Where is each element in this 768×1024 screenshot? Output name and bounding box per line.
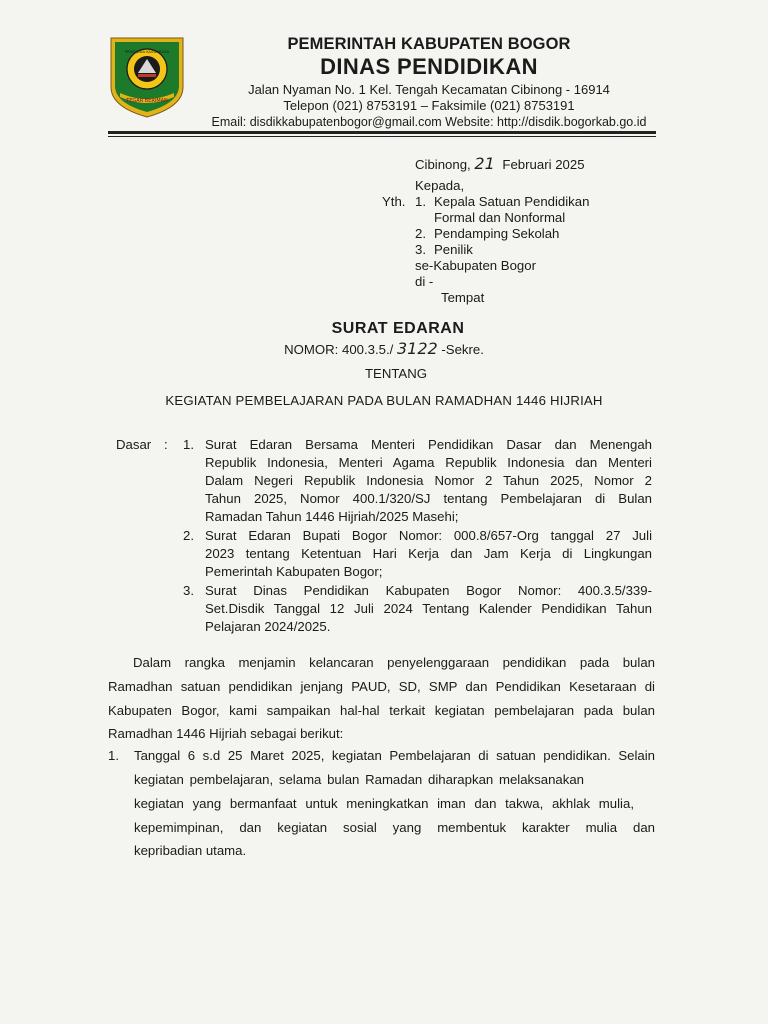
recipient-tempat: Tempat xyxy=(441,290,485,305)
yth-label: Yth. xyxy=(382,194,406,209)
letter-subject: KEGIATAN PEMBELAJARAN PADA BULAN RAMADHAN 1446 HIJRIAH xyxy=(165,393,603,408)
kepada-label: Kepada, xyxy=(415,178,465,193)
dasar-1-num: 1. xyxy=(183,437,194,452)
point-1-line-3: kegiatan yang bermanfaat untuk meningkatkan iman dan takwa, akhlak mulia, xyxy=(134,796,634,811)
office-address: Jalan Nyaman No. 1 Kel. Tengah Kecamatan Cibinong - 16914 xyxy=(248,82,610,97)
date-month-year: Februari 2025 xyxy=(502,157,585,172)
letter-title: SURAT EDARAN xyxy=(331,320,465,337)
recipient-3-num: 3. xyxy=(415,242,426,257)
point-1-num: 1. xyxy=(108,748,119,763)
office-phone: Telepon (021) 8753191 – Faksimile (021) 8753191 xyxy=(283,98,575,113)
letter-number-handwritten: 3122 xyxy=(396,339,438,358)
letter-number xyxy=(0,339,768,358)
recipient-2-num: 2. xyxy=(415,226,426,241)
department-name: DINAS PENDIDIKAN xyxy=(320,54,538,79)
dasar-1-line-2: Republik Indonesia, Menteri Agama Republik Indonesia dan Menteri xyxy=(205,455,652,470)
letter-number-suffix: -Sekre. xyxy=(441,342,484,357)
tentang-label: TENTANG xyxy=(364,366,428,381)
dasar-colon: : xyxy=(164,437,168,452)
recipient-1-line-2: Formal dan Nonformal xyxy=(434,210,566,225)
dasar-3-num: 3. xyxy=(183,583,194,598)
office-contact: Email: disdikkabupatenbogor@gmail.com Website: http://disdik.bogorkab.go.id xyxy=(211,115,647,129)
recipient-1-line-1: Kepala Satuan Pendidikan xyxy=(434,194,590,209)
dasar-1-line-3: Dalam Negeri Republik Indonesia Nomor 2 Tahun 2025, Nomor 2 xyxy=(205,473,652,488)
intro-line-1: Dalam rangka menjamin kelancaran penyelenggaraan pendidikan pada bulan xyxy=(133,655,655,670)
intro-line-4: Ramadhan 1446 Hijriah sebagai berikut: xyxy=(108,726,344,741)
dasar-2-line-3: Pemerintah Kabupaten Bogor; xyxy=(205,564,383,579)
dasar-2-num: 2. xyxy=(183,528,194,543)
dasar-2-line-2: 2023 tentang Ketentuan Hari Kerja dan Jam Kerja di Lingkungan xyxy=(205,546,652,561)
dasar-3-line-2: Set.Disdik Tanggal 12 Juli 2024 Tentang Kalender Pendidikan Tahun xyxy=(205,601,652,616)
recipient-region: se-Kabupaten Bogor xyxy=(415,258,536,273)
letterhead-rule-thin xyxy=(108,136,656,137)
recipient-3-line-1: Penilik xyxy=(434,242,473,257)
dasar-1-line-5: Ramadan Tahun 1446 Hijriah/2025 Masehi; xyxy=(205,509,459,524)
recipient-2-line-1: Pendamping Sekolah xyxy=(434,226,560,241)
point-1-line-4: kepemimpinan, dan kegiatan sosial yang membentuk karakter mulia dan xyxy=(134,820,655,835)
intro-line-2: Ramadhan satuan pendidikan jenjang PAUD, SD, SMP dan Pendidikan Kesetaraan di xyxy=(108,679,655,694)
letterhead-rule-thick xyxy=(108,131,656,134)
dasar-3-line-3: Pelajaran 2024/2025. xyxy=(205,619,331,634)
bogor-regency-logo xyxy=(108,35,186,119)
recipient-1-num: 1. xyxy=(415,194,426,209)
point-1-line-2: kegiatan pembelajaran, selama bulan Ramadan diharapkan melaksanakan xyxy=(134,772,584,787)
dasar-1-line-4: Tahun 2025, Nomor 400.1/320/SJ tentang Pembelajaran di Bulan xyxy=(205,491,652,506)
government-name: PEMERINTAH KABUPATEN BOGOR xyxy=(287,35,571,53)
letter-number-prefix: NOMOR: 400.3.5./ xyxy=(284,342,394,357)
intro-line-3: Kabupaten Bogor, kami sampaikan hal-hal terkait kegiatan pembelajaran pada bulan xyxy=(108,703,655,718)
date-place: Cibinong, xyxy=(415,157,471,172)
logo-motto-text: TEGAR BERIMAN xyxy=(126,98,168,104)
letter-date xyxy=(415,155,585,173)
dasar-1-line-1: Surat Edaran Bersama Menteri Pendidikan Dasar dan Menengah xyxy=(205,437,652,452)
point-1-line-5: kepribadian utama. xyxy=(134,843,247,858)
letterhead xyxy=(190,34,668,130)
dasar-3-line-1: Surat Dinas Pendidikan Kabupaten Bogor Nomor: 400.3.5/339- xyxy=(205,583,652,598)
date-day-handwritten: 21 xyxy=(474,154,495,173)
logo-top-text: PRAYOJANA KASWARAGA xyxy=(124,50,170,54)
point-1-line-1: Tanggal 6 s.d 25 Maret 2025, kegiatan Pembelajaran di satuan pendidikan. Selain xyxy=(134,748,655,763)
dasar-2-line-1: Surat Edaran Bupati Bogor Nomor: 000.8/657-Org tanggal 27 Juli xyxy=(205,528,652,543)
recipient-di: di - xyxy=(415,274,434,289)
dasar-label: Dasar xyxy=(116,437,152,452)
